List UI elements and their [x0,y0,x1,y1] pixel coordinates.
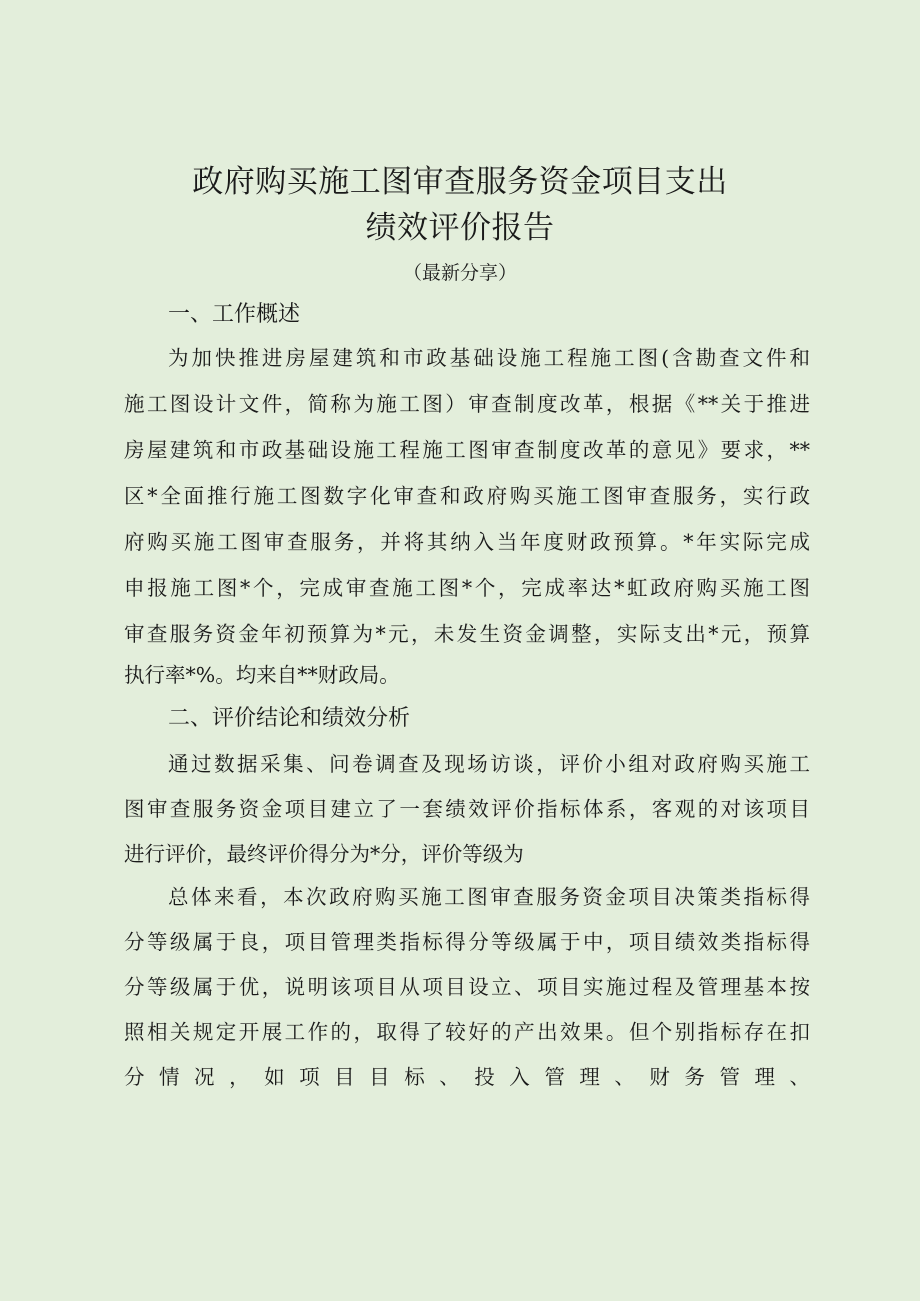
section2-para2-line: 照相关规定开展工作的，取得了较好的产出效果。但个别指标存在扣 [124,1020,810,1044]
section1-line: 为加快推进房屋建筑和市政基础设施工程施工图(含勘查文件和 [168,346,810,370]
section1-line: 申报施工图*个，完成审查施工图*个，完成率达*虹政府购买施工图 [124,576,810,600]
section1-line: 执行率*%。均来自**财政局。 [124,663,400,687]
section2-para2-line: 总体来看，本次政府购买施工图审查服务资金项目决策类指标得 [168,885,810,909]
section1-heading: 一、工作概述 [168,302,301,327]
section2-para2-line: 分情况，如项目目标、投入管理、财务管理、 [124,1065,810,1089]
document-title-line1: 政府购买施工图审查服务资金项目支出 [192,164,728,200]
section2-para1-line: 进行评价，最终评价得分为*分，评价等级为 [124,842,524,866]
section2-para2-line: 分等级属于优，说明该项目从项目设立、项目实施过程及管理基本按 [124,975,810,999]
section1-line: 区*全面推行施工图数字化审查和政府购买施工图审查服务，实行政 [124,484,810,508]
section1-line: 府购买施工图审查服务，并将其纳入当年度财政预算。*年实际完成 [124,530,810,554]
section2-para1-line: 图审查服务资金项目建立了一套绩效评价指标体系，客观的对该项目 [124,797,810,821]
document-title-line2: 绩效评价报告 [365,210,555,246]
section1-line: 施工图设计文件，简称为施工图）审查制度改革，根据《**关于推进 [124,392,810,416]
section1-line: 审查服务资金年初预算为*元，未发生资金调整，实际支出*元，预算 [124,622,810,646]
document-subtitle: （最新分享） [402,262,517,284]
section2-heading: 二、评价结论和绩效分析 [168,706,411,731]
section2-para1-line: 通过数据采集、问卷调查及现场访谈，评价小组对政府购买施工 [168,752,810,776]
section1-line: 房屋建筑和市政基础设施工程施工图审查制度改革的意见》要求，** [124,438,810,462]
section2-para2-line: 分等级属于良，项目管理类指标得分等级属于中，项目绩效类指标得 [124,930,810,954]
